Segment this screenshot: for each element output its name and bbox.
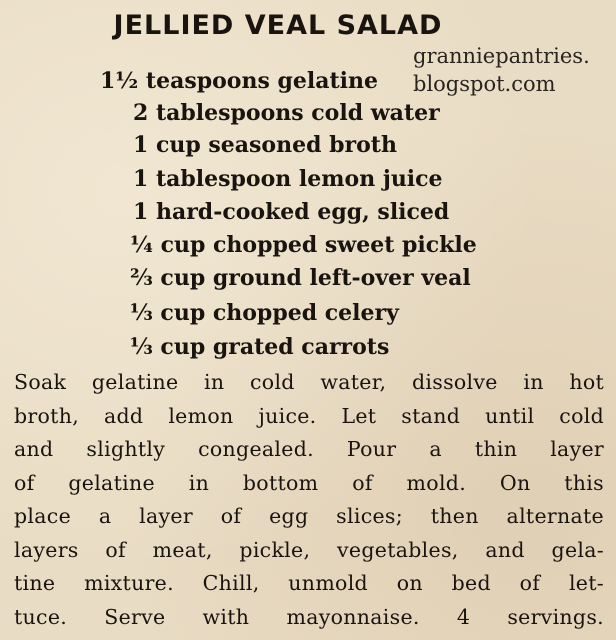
method-line: layers of meat, pickle, vegetables, and gela-	[14, 537, 604, 562]
method-line: and slightly congealed. Pour a thin layer	[14, 437, 604, 461]
watermark-line-2: blogspot.com	[413, 72, 556, 96]
method-line: of gelatine in bottom of mold. On this	[14, 470, 604, 495]
blog-watermark	[413, 42, 590, 98]
method-line: Soak gelatine in cold water, dissolve in hot	[14, 370, 604, 394]
ingredient-item: 2 tablespoons cold water	[133, 100, 440, 126]
method-line: tuce. Serve with mayonnaise. 4 servings.	[14, 604, 604, 629]
recipe-title-text: JELLIED VEAL SALAD	[113, 10, 443, 41]
ingredient-item: 1½ teaspoons gelatine	[100, 68, 378, 94]
ingredient-item: ⅓ cup grated carrots	[130, 334, 390, 360]
ingredient-item: ¼ cup chopped sweet pickle	[130, 232, 477, 258]
method-line: tine mixture. Chill, unmold on bed of let-	[14, 571, 604, 595]
watermark-line-1: granniepantries.	[413, 44, 590, 68]
ingredient-item: ⅓ cup chopped celery	[130, 300, 399, 326]
ingredient-item: 1 cup seasoned broth	[133, 132, 397, 158]
recipe-title	[0, 10, 616, 41]
ingredient-item: ⅔ cup ground left-over veal	[130, 265, 471, 291]
method-line: broth, add lemon juice. Let stand until cold	[14, 403, 604, 428]
method-paragraph	[14, 366, 604, 634]
ingredient-item: 1 hard-cooked egg, sliced	[133, 199, 450, 225]
method-line: place a layer of egg slices; then alternate	[14, 504, 604, 528]
ingredient-item: 1 tablespoon lemon juice	[133, 166, 443, 192]
